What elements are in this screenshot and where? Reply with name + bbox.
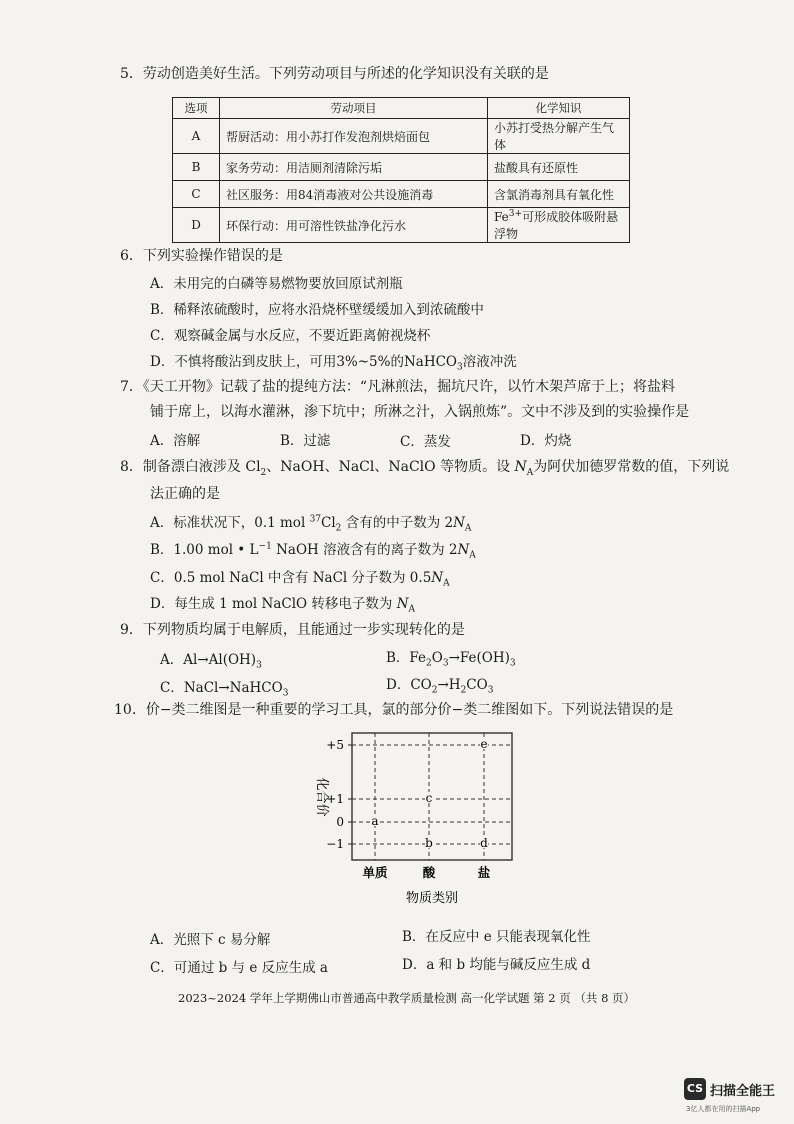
q8-option-b: B．1.00 mol • $L^{-1}$ NaOH 溶液含有的离子数为 $2N_A$ (150, 541, 476, 561)
q7-option-b: B．过滤 (280, 433, 331, 449)
q5-stem: 5．劳动创造美好生活。下列劳动项目与所述的化学知识没有关联的是 (120, 66, 549, 82)
table-row (173, 119, 630, 154)
x-tick-label: 盐 (477, 865, 491, 880)
q8-line1: 8．制备漂白液涉及 $Cl_2$、NaOH、NaCl、NaClO 等物质。设 $N_A$为阿伏加德罗常数的值，下列说 (120, 459, 730, 478)
valence-class-chart (300, 725, 530, 910)
q5-table (172, 97, 630, 243)
point-e: e (480, 737, 488, 751)
q8-option-a: A．标准状况下，0.1 mol $^{37}Cl_2$ 含有的中子数为 $2N_A$ (150, 514, 472, 534)
table-row (173, 208, 630, 243)
q9-stem: 9．下列物质均属于电解质，且能通过一步实现转化的是 (120, 622, 465, 638)
q7-option-d: D．灼烧 (520, 433, 572, 449)
point-b: b (425, 836, 433, 850)
row-project: 帮厨活动：用小苏打作发泡剂烘焙面包 (220, 119, 488, 154)
q7-option-a: A．溶解 (150, 433, 201, 449)
q10-option-a: A．光照下 c 易分解 (150, 932, 271, 948)
y-axis-label: 化合价 (314, 777, 329, 817)
q6-option-a: A．未用完的白磷等易燃物要放回原试剂瓶 (150, 276, 403, 292)
point-d: d (480, 836, 488, 850)
row-option: B (173, 154, 220, 181)
y-tick-label: −1 (326, 837, 344, 851)
q7-option-c: C．蒸发 (400, 434, 451, 450)
row-knowledge: $Fe^{3+}$可形成胶体吸附悬浮物 (488, 208, 630, 243)
scanner-app-name: 扫描全能王 (710, 1084, 776, 1099)
point-a: a (371, 814, 379, 828)
header-project: 劳动项目 (220, 98, 488, 119)
q7-line2: 铺于席上，以海水灌淋，渗下坑中；所淋之汁，入锅煎炼”。文中不涉及到的实验操作是 (150, 404, 690, 420)
x-tick-label: 酸 (422, 865, 436, 880)
header-option: 选项 (173, 98, 220, 119)
row-option: D (173, 208, 220, 243)
row-knowledge: 含氯消毒剂具有氧化性 (488, 181, 630, 208)
q6-option-b: B．稀释浓硫酸时，应将水沿烧杯壁缓缓加入到浓硫酸中 (150, 302, 484, 318)
q7-line1: 7．《天工开物》记载了盐的提纯方法：“凡淋煎法，掘坑尺许，以竹木架芦席于上；将盐料 (120, 379, 676, 395)
q6-option-c: C．观察碱金属与水反应，不要近距离俯视烧杯 (150, 328, 431, 344)
row-project: 家务劳动：用洁厕剂清除污垢 (220, 154, 488, 181)
q6-option-d: D．不慎将酸沾到皮肤上，可用3%~5%的NaHCO$_3$溶液冲洗 (150, 354, 517, 373)
q10-option-d: D．a 和 b 均能与碱反应生成 d (402, 957, 591, 973)
q10-option-c: C．可通过 b 与 e 反应生成 a (150, 960, 328, 976)
q8-option-d: D．每生成 1 mol NaClO 转移电子数为 $N_A$ (150, 596, 416, 615)
q10-option-b: B．在反应中 e 只能表现氧化性 (402, 929, 591, 945)
row-project: 环保行动：用可溶性铁盐净化污水 (220, 208, 488, 243)
row-option: A (173, 119, 220, 154)
table-row (173, 181, 630, 208)
scanner-logo-icon: CS (684, 1078, 706, 1100)
q6-stem: 6．下列实验操作错误的是 (120, 248, 283, 264)
point-c: c (425, 791, 433, 805)
y-tick-label: +1 (326, 792, 344, 806)
q8-option-c: C．0.5 mol NaCl 中含有 NaCl 分子数为 $0.5N_A$ (150, 570, 450, 589)
row-knowledge: 小苏打受热分解产生气体 (488, 119, 630, 154)
y-tick-label: +5 (326, 738, 344, 752)
x-tick-label: 单质 (362, 865, 388, 880)
y-tick-label: 0 (336, 815, 344, 829)
q9-option-c: C．NaCl→NaHCO$_3$ (160, 680, 289, 699)
x-axis-label: 物质类别 (405, 891, 459, 906)
q9-option-d: D．$CO_2\to H_2CO_3$ (386, 677, 494, 696)
q9-option-a: A．$Al\to Al(OH)_3$ (160, 652, 262, 671)
row-project: 社区服务：用84消毒液对公共设施消毒 (220, 181, 488, 208)
row-knowledge: 盐酸具有还原性 (488, 154, 630, 181)
scanner-app-tagline: 3亿人都在用的扫描App (686, 1105, 761, 1113)
page-footer: 2023~2024 学年上学期佛山市普通高中教学质量检测 高一化学试题 第 2 页 （共 8 页） (178, 991, 636, 1005)
header-knowledge: 化学知识 (488, 98, 630, 119)
q8-line2: 法正确的是 (150, 486, 220, 502)
table-row (173, 154, 630, 181)
q10-stem: 10．价−类二维图是一种重要的学习工具，氯的部分价−类二维图如下。下列说法错误的是 (114, 702, 674, 718)
q9-option-b: B．$Fe_2O_3\to Fe(OH)_3$ (386, 650, 516, 669)
row-option: C (173, 181, 220, 208)
